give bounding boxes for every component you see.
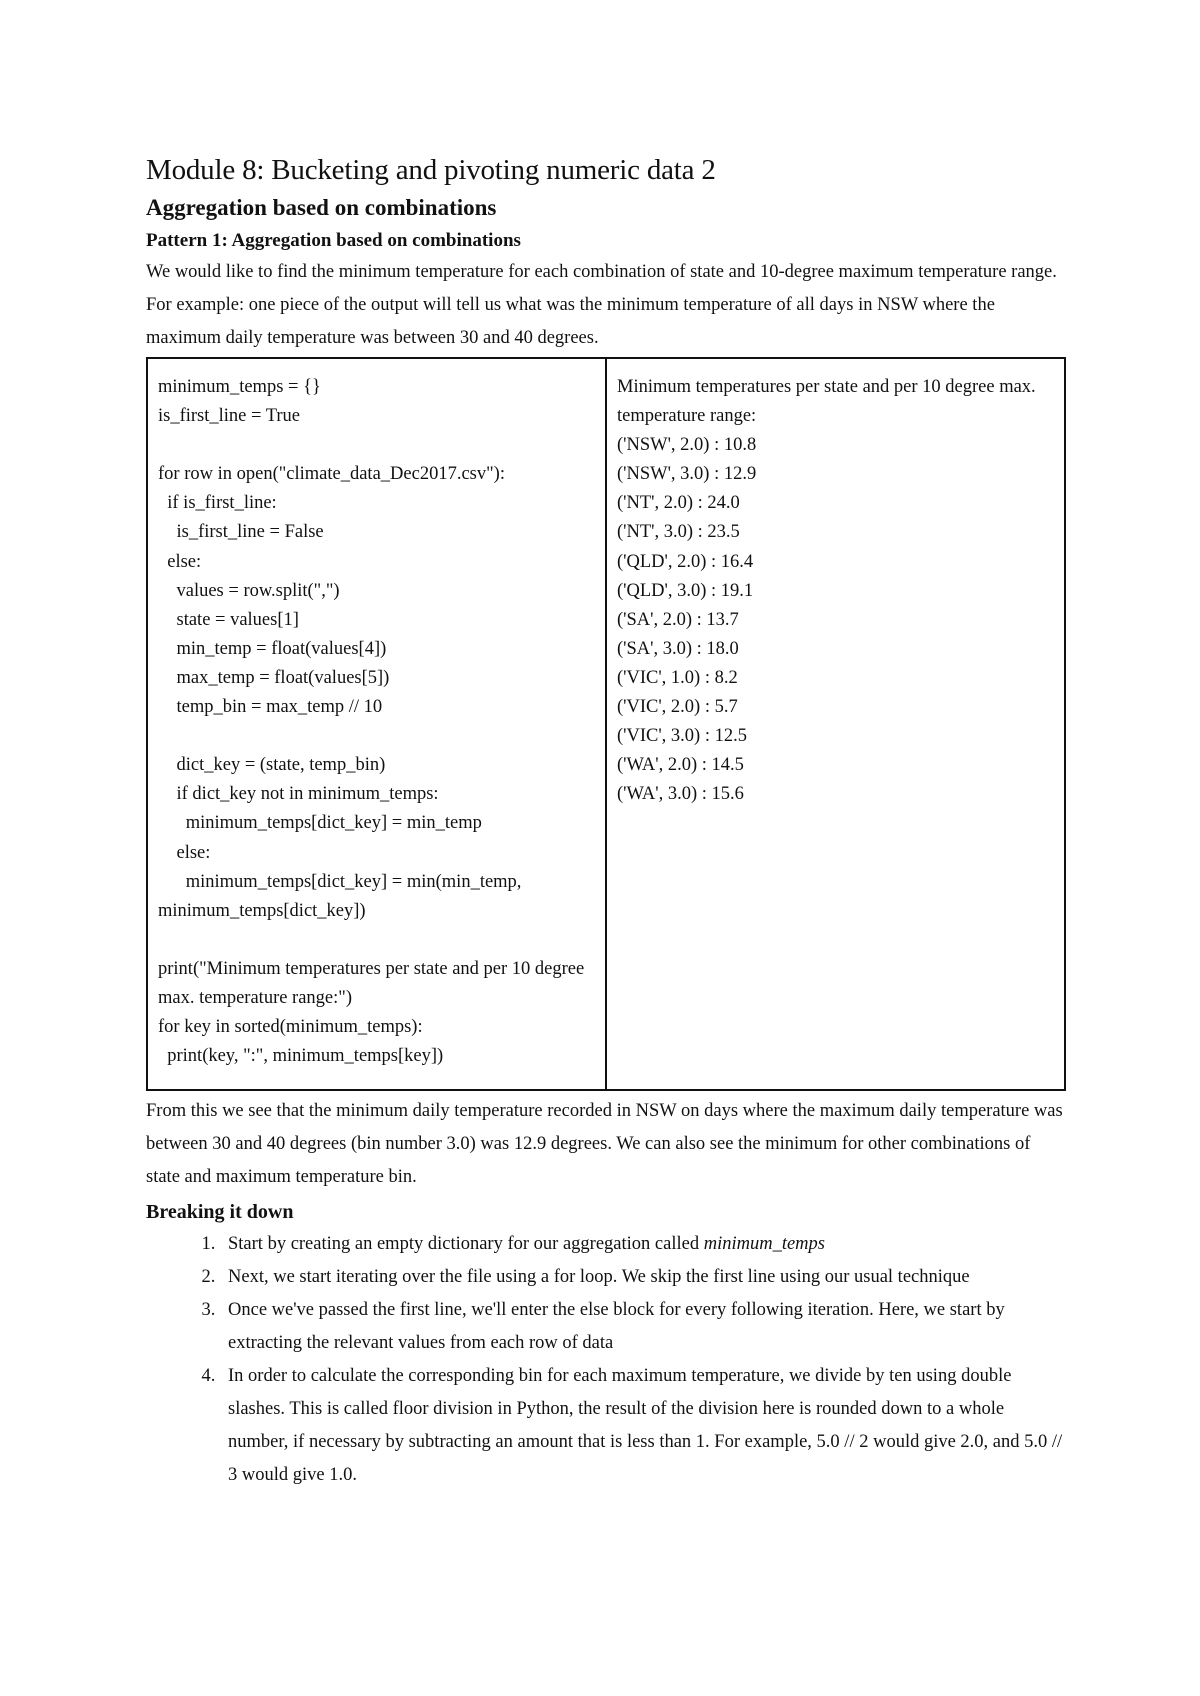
output-line: ('NSW', 2.0) : 10.8 — [617, 435, 757, 456]
output-cell — [606, 358, 1065, 1090]
steps-list — [146, 1228, 1066, 1492]
step-text: Start by creating an empty dictionary for our aggregation called — [228, 1234, 704, 1255]
list-item — [220, 1228, 1066, 1261]
list-item — [220, 1261, 1066, 1294]
output-line: ('VIC', 2.0) : 5.7 — [617, 697, 738, 718]
output-header: Minimum temperatures per state and per 10 degree max. temperature range: — [617, 377, 1036, 427]
step-text: Once we've passed the first line, we'll enter the else block for every following iteration. Here, we start by extracting the relevant values from each row of data — [228, 1300, 1005, 1354]
step-text: In order to calculate the corresponding bin for each maximum temperature, we divide by ten using double slashes. This is called floor division in Python, the result of the division here is rounded down to a whole number, if necessary by subtracting an amount that is less than 1. For example, 5.0 // 2 would give 2.0, and 5.0 // 3 would give 1.0. — [228, 1366, 1063, 1486]
step-emphasis: minimum_temps — [703, 1234, 825, 1255]
output-line: ('WA', 3.0) : 15.6 — [617, 784, 744, 805]
breakdown-heading: Breaking it down — [146, 1201, 294, 1224]
intro-paragraph: We would like to find the minimum temperature for each combination of state and 10-degree maximum temperature range. For example: one piece of the output will tell us what was the minimum temperature of all days in NSW where the maximum daily temperature was between 30 and 40 degrees. — [146, 262, 1057, 348]
code-output-table — [146, 357, 1066, 1091]
module-title: Module 8: Bucketing and pivoting numeric data 2 — [146, 154, 716, 186]
list-item — [220, 1294, 1066, 1360]
step-text: Next, we start iterating over the file using a for loop. We skip the first line using our usual technique — [228, 1267, 970, 1288]
output-line: ('WA', 2.0) : 14.5 — [617, 755, 744, 776]
output-line: ('SA', 2.0) : 13.7 — [617, 609, 739, 630]
output-line: ('SA', 3.0) : 18.0 — [617, 638, 739, 659]
output-line: ('NSW', 3.0) : 12.9 — [617, 464, 757, 485]
output-line: ('NT', 3.0) : 23.5 — [617, 522, 740, 543]
output-line: ('VIC', 3.0) : 12.5 — [617, 726, 747, 747]
output-line: ('QLD', 2.0) : 16.4 — [617, 551, 754, 572]
list-item — [220, 1360, 1066, 1492]
code-cell — [147, 358, 606, 1090]
output-line: ('QLD', 3.0) : 19.1 — [617, 580, 754, 601]
code-block: minimum_temps = {} is_first_line = True for row in open("climate_data_Dec2017.csv"): if is_first_line: is_first_line = False else: values = row.split(",") state = values[1] min_temp = float(values[4]) max_temp = float(values[5]) temp_bin = max_temp // 10 dict_key = (state, temp_bin) if dict_key not in minimum_temps: minimum_temps[dict_key] = min_temp else: minimum_temps[dict_key] = min(min_temp, minimum_temps[dict_key]) print("Minimum temperatures per state and per 10 degree max. temperature range:") for key in sorted(minimum_temps): print(key, ":", minimum_temps[key]) — [158, 377, 585, 1067]
output-line: ('NT', 2.0) : 24.0 — [617, 493, 740, 514]
document-page — [146, 150, 1066, 1492]
pattern-heading: Pattern 1: Aggregation based on combinations — [146, 230, 521, 251]
section-heading: Aggregation based on combinations — [146, 195, 497, 220]
output-line: ('VIC', 1.0) : 8.2 — [617, 667, 738, 688]
conclusion-paragraph: From this we see that the minimum daily temperature recorded in NSW on days where the maximum daily temperature was between 30 and 40 degrees (bin number 3.0) was 12.9 degrees. We can also see the minimum for other combinations of state and maximum temperature bin. — [146, 1101, 1063, 1188]
